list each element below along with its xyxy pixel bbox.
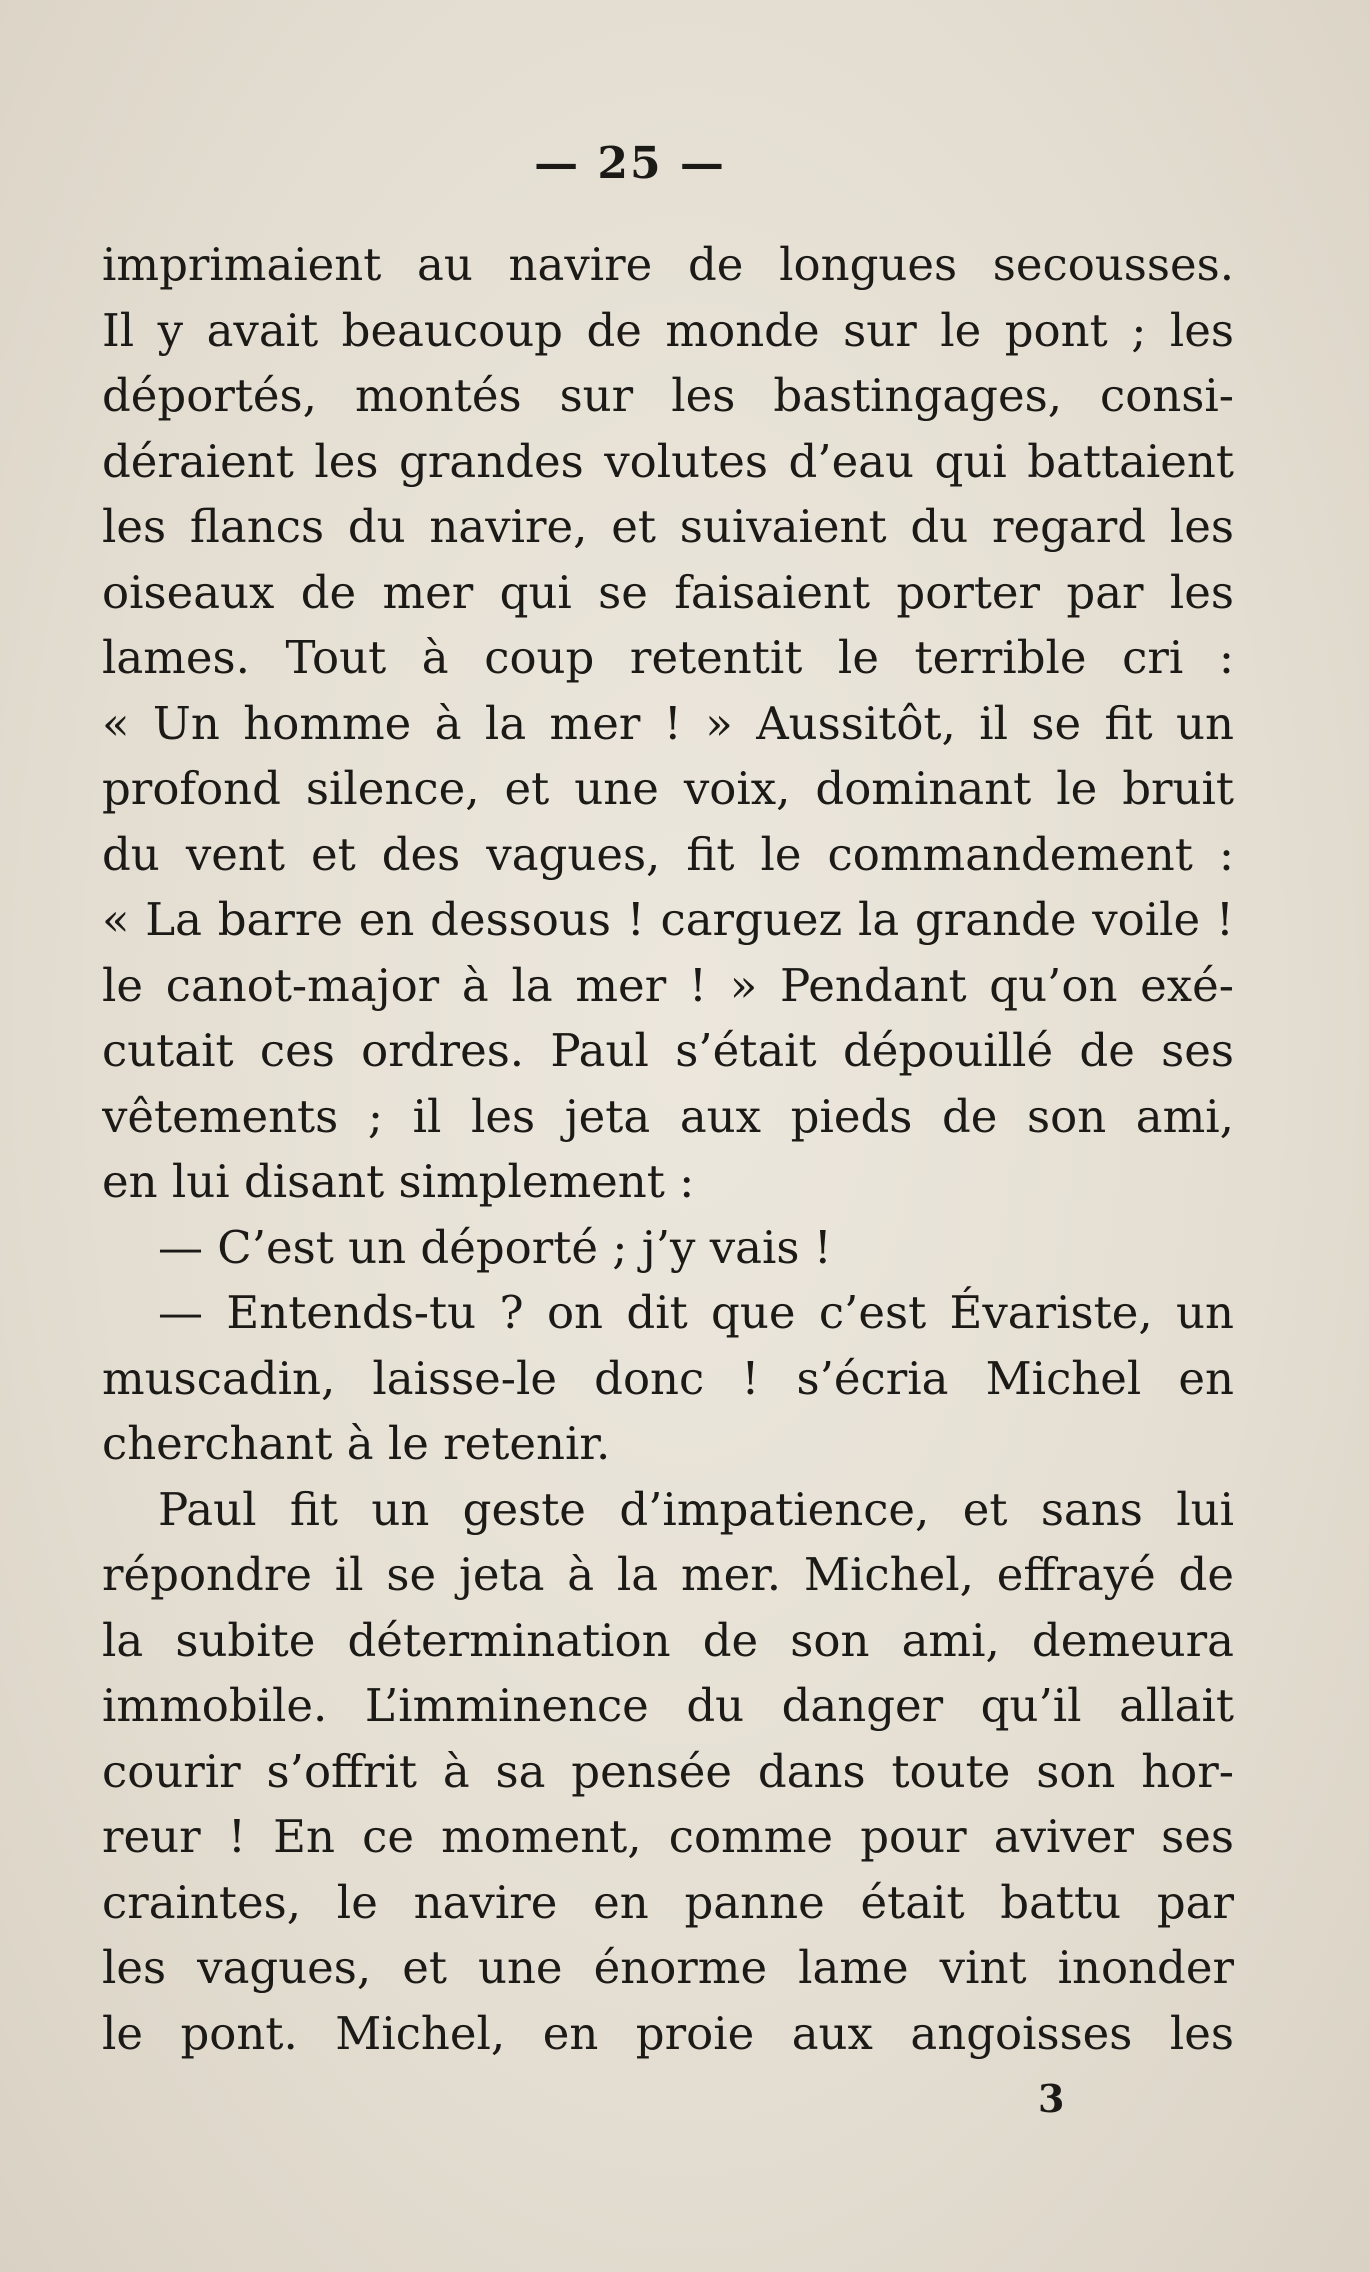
text-line: cherchant à le retenir. (102, 1417, 611, 1470)
text-line: imprimaient au navire de longues secousses. (102, 238, 1234, 291)
text-line: le canot-major à la mer ! » Pendant qu’on exé- (102, 958, 1234, 1012)
text-line: cutait ces ordres. Paul s’était dépouillé de ses (102, 1024, 1234, 1077)
text-line: reur ! En ce moment, comme pour aviver ses (102, 1810, 1234, 1863)
text-line: déraient les grandes volutes d’eau qui battaient (102, 434, 1234, 488)
text-line: le pont. Michel, en proie aux angoisses les (102, 2006, 1234, 2060)
text-line: les vagues, et une énorme lame vint inonder (102, 1941, 1234, 1994)
dialogue-line: — C’est un déporté ; j’y vais ! (158, 1220, 832, 1274)
text-line: répondre il se jeta à la mer. Michel, effrayé de (102, 1548, 1234, 1601)
body-text (102, 232, 1234, 2066)
text-line: du vent et des vagues, fit le commandement : (102, 827, 1234, 881)
text-line: Il y avait beaucoup de monde sur le pont ; les (102, 303, 1234, 357)
signature-mark: 3 (1038, 2076, 1065, 2121)
text-line: immobile. L’imminence du danger qu’il allait (102, 1679, 1234, 1732)
text-line: oiseaux de mer qui se faisaient porter par les (102, 565, 1234, 619)
text-line: vêtements ; il les jeta aux pieds de son ami, (102, 1089, 1234, 1143)
text-line: « Un homme à la mer ! » Aussitôt, il se fit un (102, 696, 1234, 750)
text-line: les flancs du navire, et suivaient du regard les (102, 500, 1234, 553)
text-line: « La barre en dessous ! carguez la grande voile ! (102, 893, 1234, 946)
text-line: en lui disant simplement : (102, 1155, 695, 1208)
text-line: lames. Tout à coup retentit le terrible cri : (102, 631, 1234, 684)
dialogue-line: — Entends-tu ? on dit que c’est Évariste, un (158, 1286, 1234, 1339)
page-number: — 25 — (534, 138, 726, 189)
text-line: profond silence, et une voix, dominant le bruit (102, 762, 1234, 815)
text-line: courir s’offrit à sa pensée dans toute son hor- (102, 1744, 1234, 1798)
paragraph-start-line: Paul fit un geste d’impatience, et sans lui (158, 1482, 1234, 1536)
text-line: la subite détermination de son ami, demeura (102, 1613, 1234, 1667)
text-line: craintes, le navire en panne était battu par (102, 1875, 1234, 1929)
text-line: déportés, montés sur les bastingages, consi- (102, 369, 1234, 422)
text-line: muscadin, laisse-le donc ! s’écria Michel en (102, 1351, 1234, 1405)
